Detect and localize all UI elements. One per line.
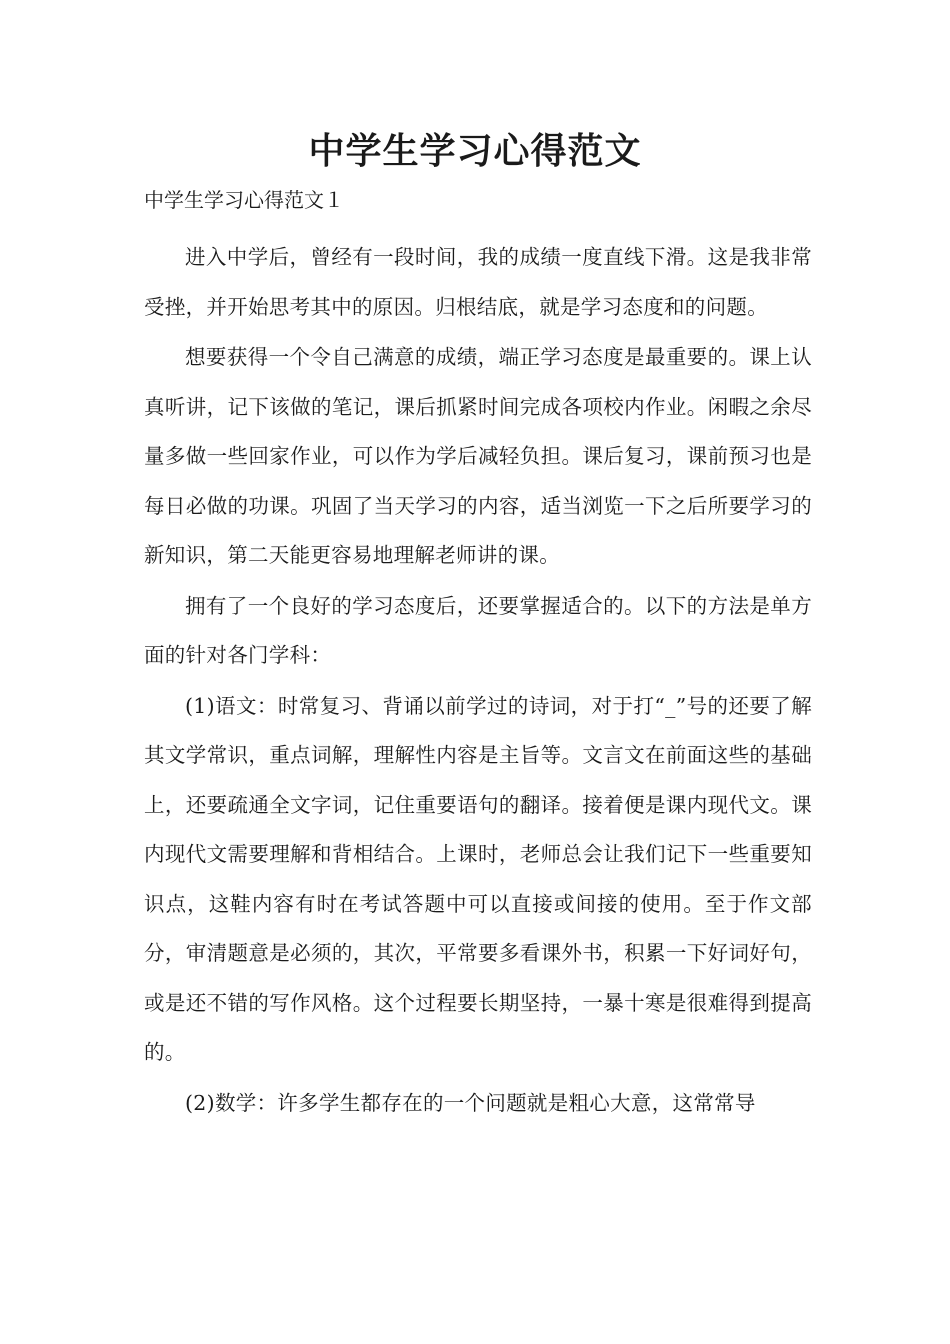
document-title: 中学生学习心得范文 xyxy=(308,131,642,172)
paragraph: (1)语文：时常复习、背诵以前学过的诗词，对于打“_”号的还要了解其文学常识，重点词解，理解性内容是主旨等。文言文在前面这些的基础上，还要疏通全文字词，记住重要语句的翻译。接着便是课内现代文。课内现代文需要理解和背相结合。上课时，老师总会让我们记下一些重要知识点，这鞋内容有时在考试答题中可以直接或间接的使用。至于作文部分，审清题意是必须的，其次，平常要多看课外书，积累一下好词好句，或是还不错的写作风格。这个过程要长期坚持，一暴十寒是很难得到提高的。 xyxy=(144,693,812,1064)
paragraph: 进入中学后，曾经有一段时间，我的成绩一度直线下滑。这是我非常受挫，并开始思考其中的原因。归根结底，就是学习态度和的问题。 xyxy=(144,245,812,319)
document-body xyxy=(144,233,812,1129)
paragraph: 想要获得一个令自己满意的成绩，端正学习态度是最重要的。课上认真听讲，记下该做的笔记，课后抓紧时间完成各项校内作业。闲暇之余尽量多做一些回家作业，可以作为学后减轻负担。课后复习，课前预习也是每日必做的功课。巩固了当天学习的内容，适当浏览一下之后所要学习的新知识，第二天能更容易地理解老师讲的课。 xyxy=(144,345,812,567)
document-subtitle: 中学生学习心得范文１ xyxy=(144,188,344,212)
paragraph: (2)数学：许多学生都存在的一个问题就是粗心大意，这常常导 xyxy=(185,1090,756,1115)
paragraph: 拥有了一个良好的学习态度后，还要掌握适合的。以下的方法是单方面的针对各门学科： xyxy=(144,593,812,667)
